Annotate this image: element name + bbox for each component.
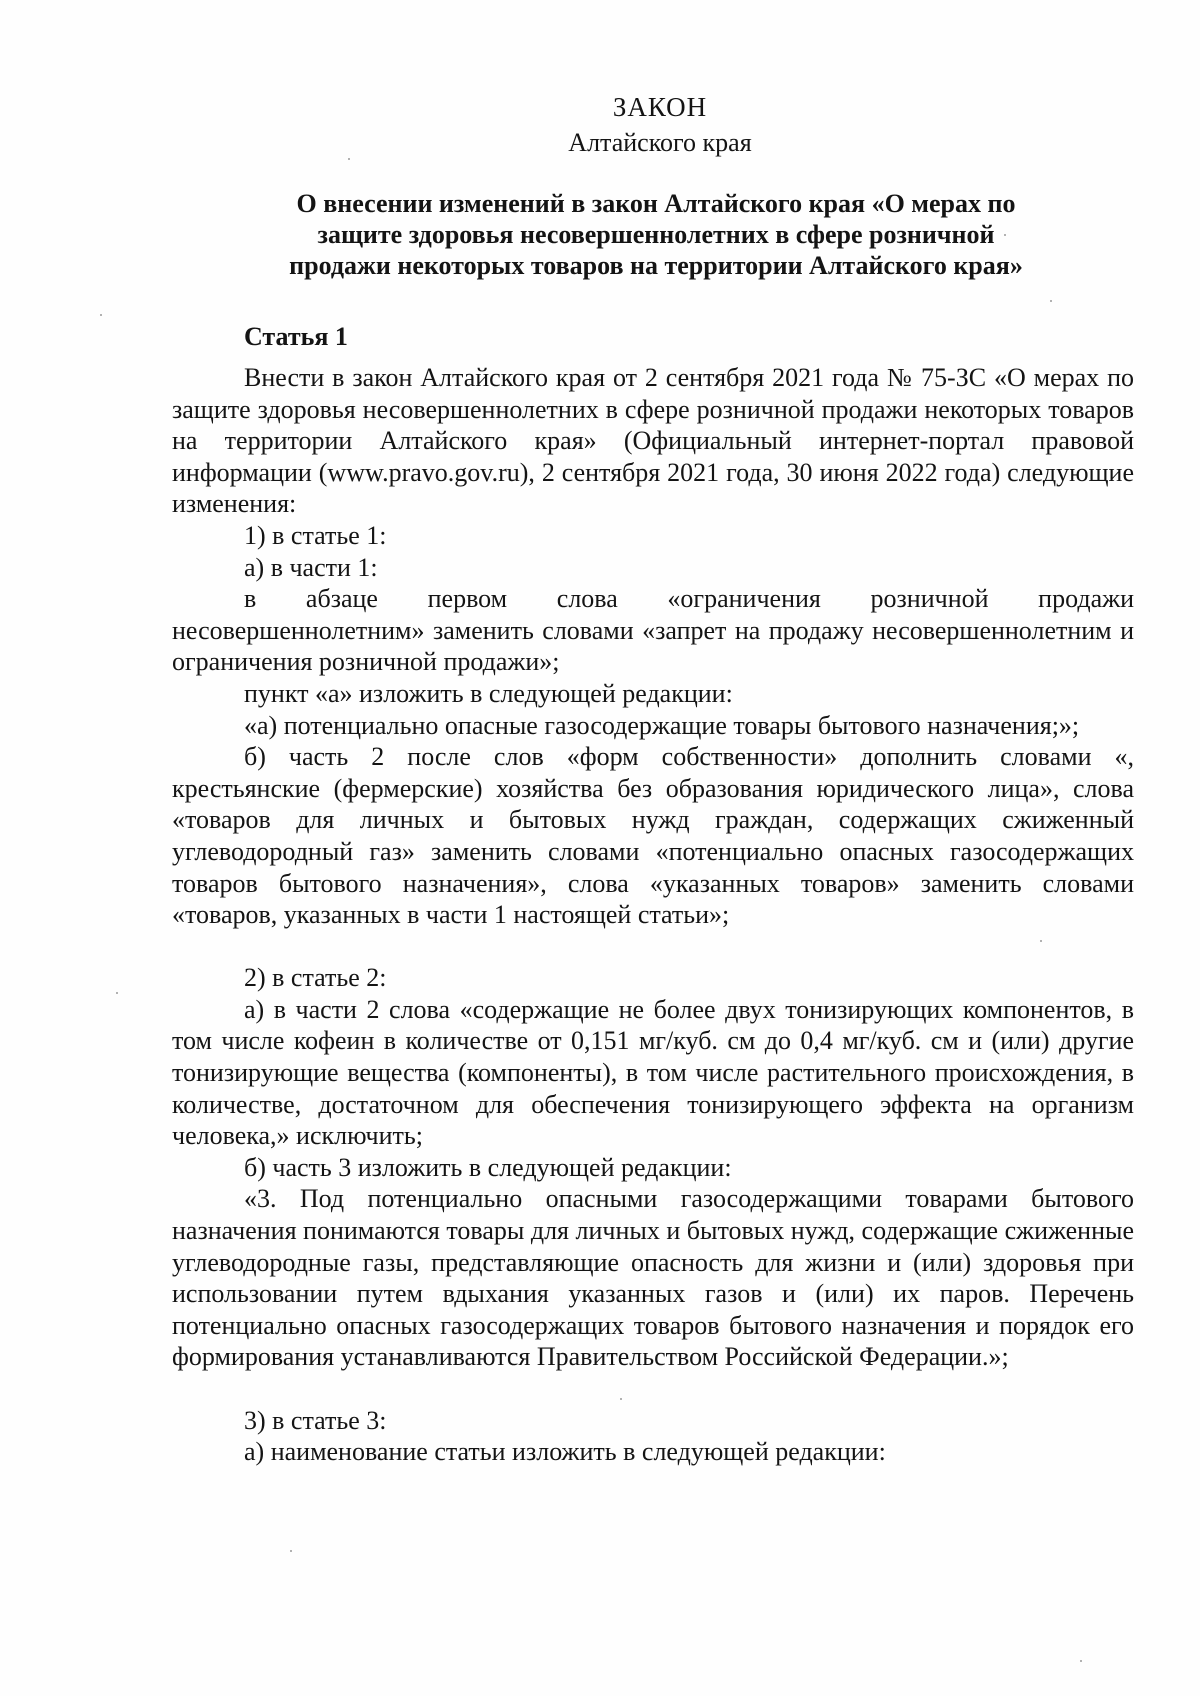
paragraph-item: 2) в статье 2: [244, 963, 387, 993]
scan-speck [116, 992, 118, 994]
scan-speck [100, 314, 102, 316]
scan-speck [1004, 234, 1006, 236]
paragraph-item: в абзаце первом слова «ограничения розничной продажи несовершеннолетним» заменить словами «запрет на продажу несовершеннолетним и ограничения розничной продажи»; [172, 584, 1134, 677]
paragraph-spacer [172, 931, 1134, 963]
article-body [172, 362, 1134, 1468]
scan-speck [1080, 1660, 1082, 1662]
subject-line: защите здоровья несовершеннолетних в сфере розничной [317, 220, 995, 249]
law-region: Алтайского края [568, 128, 752, 157]
paragraph-intro: Внести в закон Алтайского края от 2 сентября 2021 года № 75-ЗС «О мерах по защите здоровья несовершеннолетних в сфере розничной продажи некоторых товаров на территории Алтайского края» (Официальный интернет-портал правовой информации (www.pravo.gov.ru), 2 сентября 2021 года, 30 июня 2022 года) следующие изменения: [172, 363, 1134, 519]
paragraph-item: а) наименование статьи изложить в следующей редакции: [244, 1437, 886, 1467]
paragraph-item: 3) в статье 3: [244, 1405, 387, 1435]
scan-speck [348, 158, 350, 160]
paragraph-item: пункт «а» изложить в следующей редакции: [244, 678, 733, 708]
paragraph-item: «а) потенциально опасные газосодержащие товары бытового назначения;»; [244, 710, 1080, 740]
scan-speck [1050, 300, 1052, 302]
subject-line: продажи некоторых товаров на территории Алтайского края» [289, 251, 1023, 280]
paragraph-item: а) в части 2 слова «содержащие не более двух тонизирующих компонентов, в том числе кофеин в количестве от 0,151 мг/куб. см до 0,4 мг/куб. см и (или) другие тонизирующие вещества (компоненты), в том числе растительного происхождения, в количестве, достаточном для обеспечения тонизирующего эффекта на организм человека,» исключить; [172, 994, 1134, 1151]
scan-speck [620, 1398, 622, 1400]
paragraph-item: а) в части 1: [244, 552, 378, 582]
scan-speck [290, 1550, 292, 1552]
paragraph-item: 1) в статье 1: [244, 520, 387, 550]
article-heading: Статья 1 [244, 322, 348, 351]
law-subject [56, 188, 1200, 281]
paragraph-item: «3. Под потенциально опасными газосодержащими товарами бытового назначения понимаются товары для личных и бытовых нужд, содержащие сжиженные углеводородные газы, представляющие опасность для жизни и (или) здоровья при использовании путем вдыхания указанных газов и (или) их паров. Перечень потенциально опасных газосодержащих товаров бытового назначения и порядок его формирования устанавливаются Правительством Российской Федерации.»; [172, 1184, 1134, 1372]
scan-speck [1040, 940, 1042, 942]
subject-line: О внесении изменений в закон Алтайского края «О мерах по [296, 189, 1016, 218]
law-title: ЗАКОН [612, 92, 708, 122]
paragraph-spacer [172, 1373, 1134, 1405]
paragraph-item: б) часть 2 после слов «форм собственности» дополнить словами «, крестьянские (фермерские) хозяйства без образования юридического лица», слова «товаров для личных и бытовых нужд граждан, содержащих сжиженный углеводородный газ» заменить словами «потенциально опасных газосодержащих товаров бытового назначения», слова «указанных товаров» заменить словами «товаров, указанных в части 1 настоящей статьи»; [172, 742, 1134, 930]
paragraph-item: б) часть 3 изложить в следующей редакции: [244, 1152, 732, 1182]
